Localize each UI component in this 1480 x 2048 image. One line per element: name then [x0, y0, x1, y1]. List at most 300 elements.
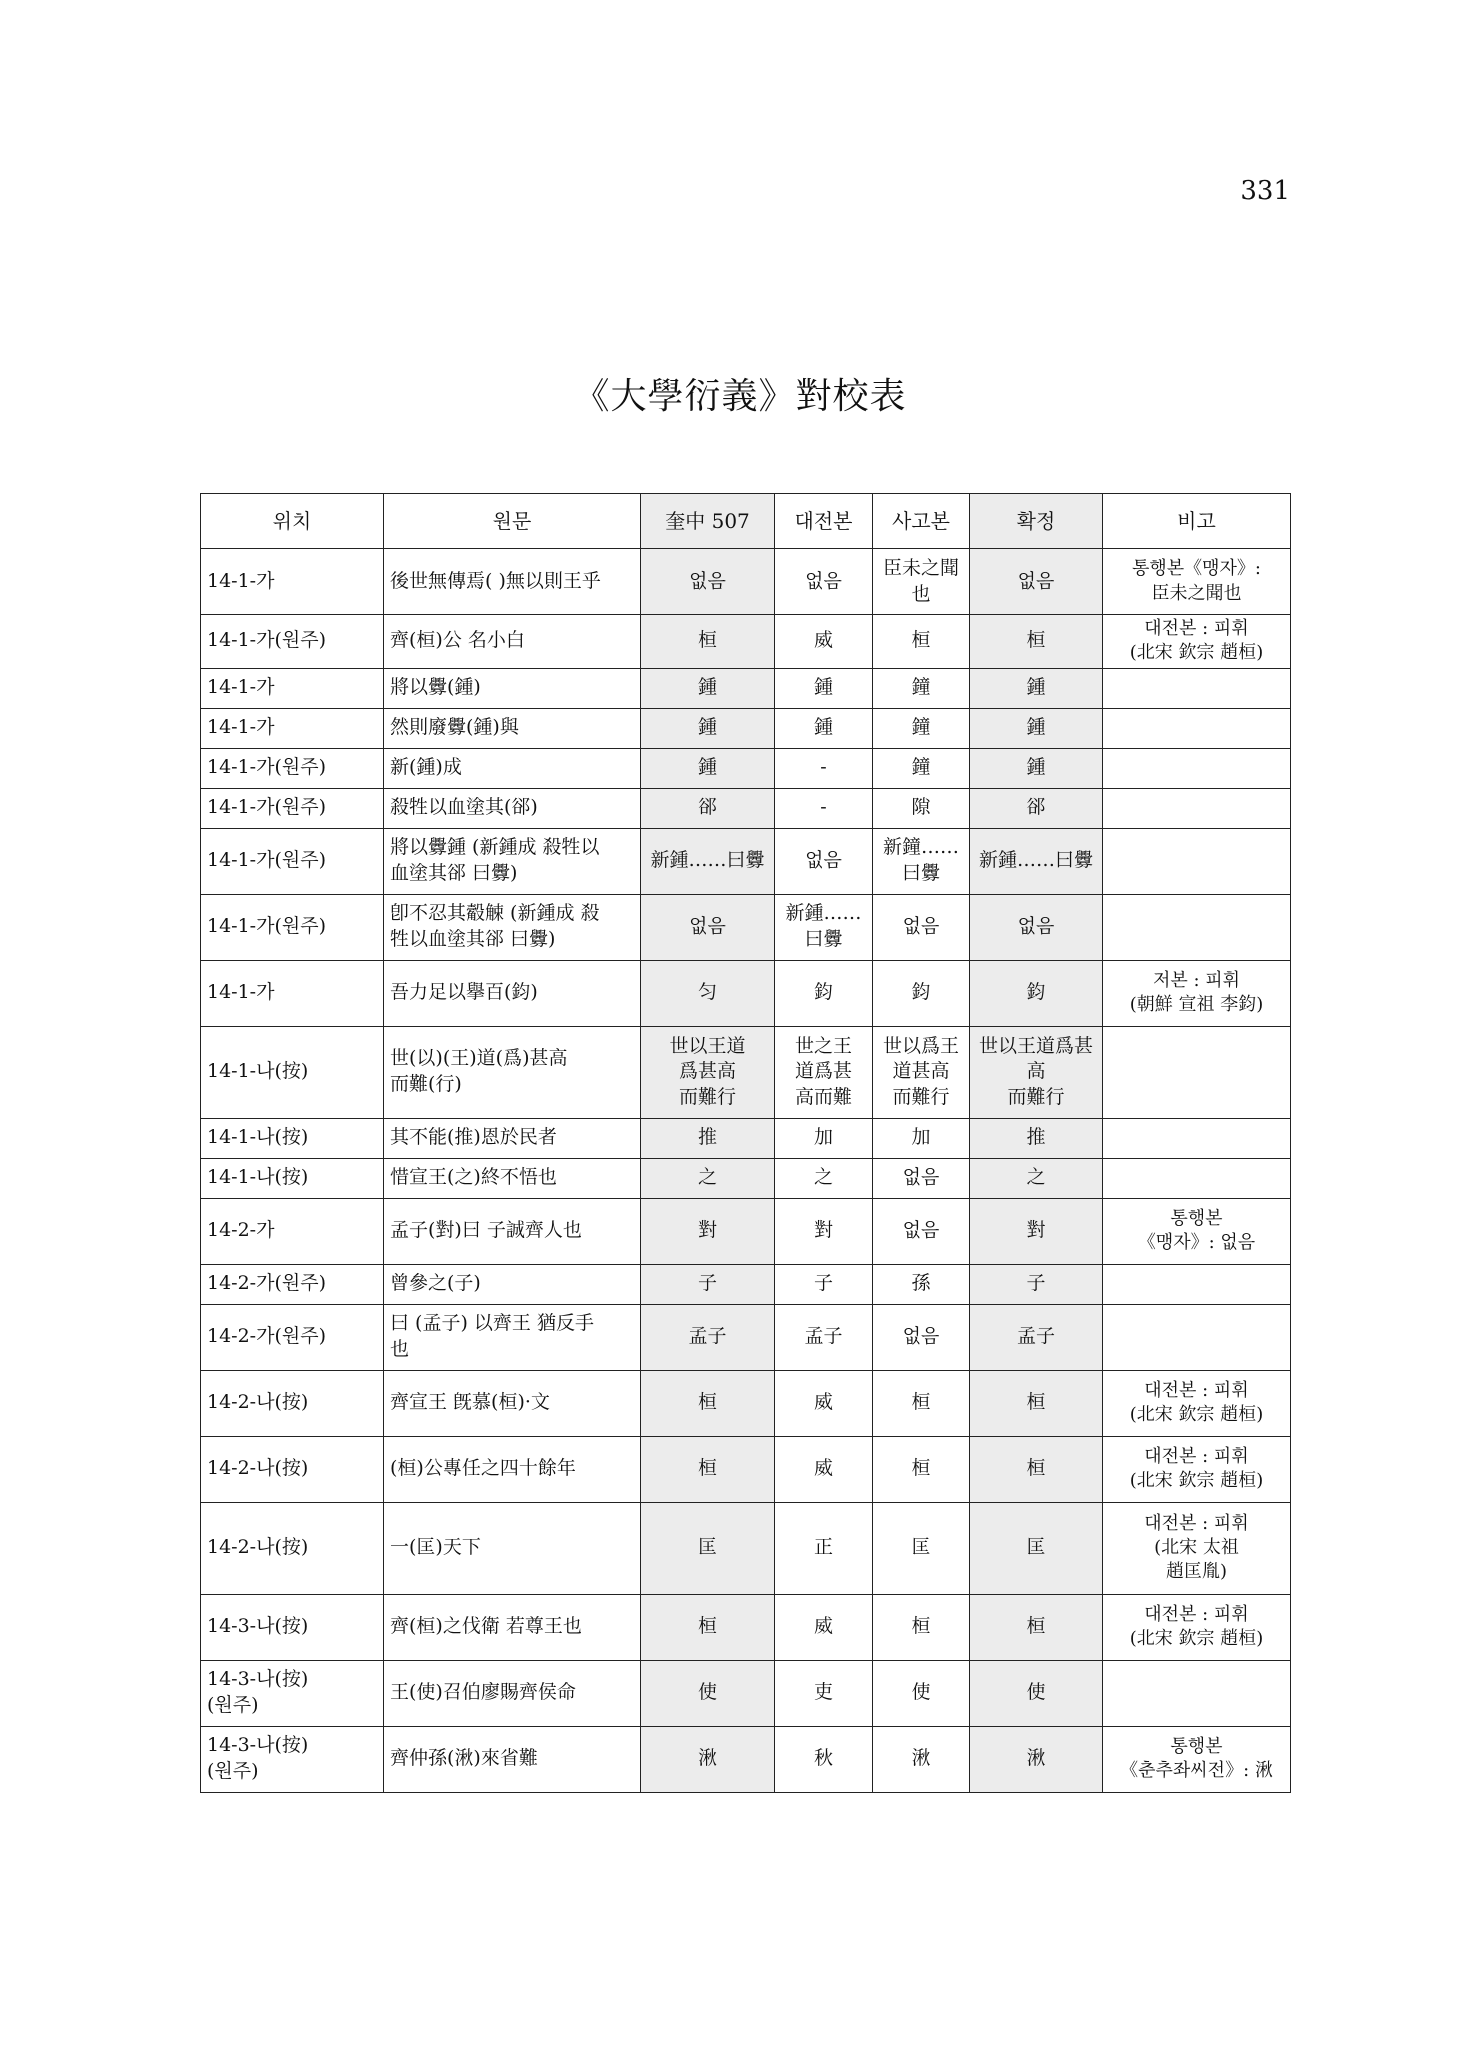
confirmed-cell: [970, 828, 1103, 894]
location-cell: [201, 748, 384, 788]
original-text-cell: [384, 960, 641, 1026]
kyujang-507-cell: [641, 1118, 775, 1158]
kyujang-507-cell: [641, 748, 775, 788]
remarks-cell: [1103, 1436, 1291, 1502]
remarks-cell: [1103, 894, 1291, 960]
location-cell: [201, 1026, 384, 1118]
location-cell: [201, 960, 384, 1026]
original-text-cell: [384, 1118, 641, 1158]
original-text-cell: [384, 1660, 641, 1726]
original-text-cell-text: (桓)公專任之四十餘年: [390, 1457, 576, 1480]
daejeon-edition-cell: [775, 828, 873, 894]
original-text-cell: [384, 788, 641, 828]
sagu-edition-cell: [873, 549, 970, 615]
original-text-cell: [384, 1264, 641, 1304]
kyujang-507-cell: [641, 1158, 775, 1198]
daejeon-edition-cell-text: 吏: [813, 1681, 833, 1704]
original-text-cell: [384, 1502, 641, 1594]
kyujang-507-cell: [641, 615, 775, 669]
location-cell: [201, 1502, 384, 1594]
sagu-edition-cell: [873, 1370, 970, 1436]
kyujang-507-cell-text: 桓: [697, 629, 717, 652]
confirmed-cell-text: 없음: [1017, 569, 1055, 592]
table-row: [201, 1370, 1291, 1436]
sagu-edition-cell-text: 孫: [911, 1272, 931, 1295]
original-text-cell-text: 曰 (孟子) 以齊王 猶反手 也: [390, 1312, 594, 1361]
location-cell-text: 14-1-가: [207, 716, 275, 739]
table-row: [201, 549, 1291, 615]
kyujang-507-cell-text: 孟子: [688, 1325, 727, 1348]
original-text-cell-text: 卽不忍其觳觫 (新鍾成 殺 牲以血塗其郤 曰釁): [390, 902, 600, 951]
daejeon-edition-cell-text: 孟子: [804, 1325, 843, 1348]
document-title: 《大學衍義》對校表: [573, 376, 907, 417]
sagu-edition-cell-text: 桓: [911, 629, 931, 652]
confirmed-cell: [970, 1436, 1103, 1502]
location-cell: [201, 1304, 384, 1370]
original-text-cell-text: 將以釁鍾 (新鍾成 殺牲以 血塗其郤 曰釁): [390, 836, 600, 885]
sagu-edition-cell-text: 없음: [902, 1325, 940, 1348]
sagu-edition-cell: [873, 1304, 970, 1370]
confirmed-cell: [970, 1660, 1103, 1726]
confirmed-cell: [970, 1304, 1103, 1370]
kyujang-507-cell: [641, 894, 775, 960]
daejeon-edition-cell-text: 없음: [805, 569, 842, 592]
original-text-cell: [384, 615, 641, 669]
daejeon-edition-cell-text: 威: [813, 1391, 833, 1414]
remarks-cell-text: 대전본 : 피휘 (北宋 太祖 趙匡胤): [1144, 1512, 1249, 1583]
location-cell-text: 14-2-가(원주): [207, 1325, 326, 1348]
location-cell-text: 14-1-나(按): [207, 1060, 309, 1083]
location-cell: [201, 1118, 384, 1158]
daejeon-edition-cell: [775, 1026, 873, 1118]
original-text-cell-text: 孟子(對)曰 子誠齊人也: [390, 1219, 582, 1242]
remarks-cell-text: 대전본 : 피휘 (北宋 欽宗 趙桓): [1129, 1603, 1264, 1650]
original-text-cell-text: 一(匡)天下: [390, 1536, 481, 1559]
original-text-cell-text: 齊仲孫(湫)來省難: [390, 1747, 538, 1770]
location-cell: [201, 828, 384, 894]
confirmed-cell-text: 桓: [1026, 629, 1046, 652]
confirmed-cell: [970, 788, 1103, 828]
kyujang-507-cell-text: 世以王道 爲甚高 而難行: [669, 1034, 746, 1108]
kyujang-507-cell-text: 鍾: [697, 756, 717, 779]
remarks-cell: [1103, 748, 1291, 788]
table-row: [201, 1726, 1291, 1792]
sagu-edition-cell: [873, 748, 970, 788]
location-cell-text: 14-1-가(원주): [207, 915, 326, 938]
daejeon-edition-cell-text: 對: [813, 1219, 833, 1242]
location-cell-text: 14-1-가: [207, 676, 275, 699]
sagu-edition-cell: [873, 828, 970, 894]
original-text-cell: [384, 668, 641, 708]
remarks-cell: [1103, 1158, 1291, 1198]
location-cell: [201, 615, 384, 669]
daejeon-edition-cell: [775, 1436, 873, 1502]
table-row: [201, 1594, 1291, 1660]
table-row: [201, 668, 1291, 708]
original-text-cell-text: 世(以)(王)道(爲)甚高 而難(行): [390, 1047, 568, 1096]
remarks-cell: [1103, 708, 1291, 748]
remarks-cell-text: 통행본 《춘추좌씨전》: 湫: [1120, 1735, 1273, 1782]
remarks-cell: [1103, 828, 1291, 894]
original-text-cell: [384, 1198, 641, 1264]
kyujang-507-cell-text: 郤: [697, 796, 717, 819]
original-text-cell: [384, 1304, 641, 1370]
sagu-edition-cell: [873, 1198, 970, 1264]
remarks-cell: [1103, 1660, 1291, 1726]
remarks-cell: [1103, 1198, 1291, 1264]
remarks-cell: [1103, 1502, 1291, 1594]
confirmed-cell: [970, 1370, 1103, 1436]
table-row: [201, 708, 1291, 748]
sagu-edition-cell-text: 없음: [902, 915, 940, 938]
confirmed-cell-text: 鍾: [1026, 676, 1046, 699]
kyujang-507-cell-text: 使: [697, 1681, 717, 1704]
remarks-cell-text: 통행본《맹자》: 臣未之聞也: [1131, 558, 1261, 604]
kyujang-507-cell-text: 之: [697, 1166, 717, 1189]
table-row: [201, 1198, 1291, 1264]
sagu-edition-cell-text: 없음: [902, 1166, 940, 1189]
daejeon-edition-cell-text: 世之王 道爲甚 高而難: [794, 1034, 852, 1108]
remarks-cell-text: 통행본 《맹자》: 없음: [1137, 1207, 1256, 1254]
daejeon-edition-cell: [775, 894, 873, 960]
daejeon-edition-cell: [775, 1502, 873, 1594]
daejeon-edition-cell: [775, 1594, 873, 1660]
daejeon-edition-cell: [775, 960, 873, 1026]
sagu-edition-cell: [873, 1726, 970, 1792]
kyujang-507-cell: [641, 1660, 775, 1726]
table-row: [201, 1264, 1291, 1304]
location-cell: [201, 549, 384, 615]
sagu-edition-cell-text: 臣未之聞 也: [882, 556, 959, 605]
sagu-edition-cell-text: 匡: [911, 1536, 931, 1559]
daejeon-edition-cell: [775, 708, 873, 748]
daejeon-edition-cell-text: 新鍾…… 曰釁: [785, 902, 862, 951]
confirmed-cell-text: 鈞: [1026, 981, 1046, 1004]
table-row: [201, 894, 1291, 960]
remarks-cell: [1103, 788, 1291, 828]
location-cell-text: 14-2-나(按): [207, 1391, 309, 1414]
daejeon-edition-cell: [775, 668, 873, 708]
kyujang-507-cell-text: 對: [697, 1219, 717, 1242]
sagu-edition-cell-text: 없음: [902, 1219, 940, 1242]
original-text-cell: [384, 828, 641, 894]
daejeon-edition-cell: [775, 615, 873, 669]
sagu-edition-cell-text: 隙: [911, 796, 931, 819]
daejeon-edition-cell: [775, 1198, 873, 1264]
sagu-edition-cell-text: 世以爲王 道甚高 而難行: [882, 1034, 959, 1108]
kyujang-507-cell: [641, 1594, 775, 1660]
header-daejeon-edition: 대전본: [775, 494, 873, 549]
confirmed-cell: [970, 1118, 1103, 1158]
confirmed-cell: [970, 894, 1103, 960]
sagu-edition-cell: [873, 1026, 970, 1118]
original-text-cell: [384, 1594, 641, 1660]
sagu-edition-cell: [873, 1264, 970, 1304]
kyujang-507-cell: [641, 1502, 775, 1594]
sagu-edition-cell-text: 桓: [911, 1391, 931, 1414]
daejeon-edition-cell-text: 正: [813, 1536, 833, 1559]
confirmed-cell-text: 子: [1026, 1272, 1046, 1295]
table-row: [201, 1436, 1291, 1502]
remarks-cell: [1103, 960, 1291, 1026]
location-cell: [201, 1726, 384, 1792]
kyujang-507-cell: [641, 549, 775, 615]
kyujang-507-cell-text: 鍾: [697, 716, 717, 739]
remarks-cell: [1103, 1370, 1291, 1436]
sagu-edition-cell: [873, 960, 970, 1026]
confirmed-cell-text: 湫: [1026, 1747, 1046, 1770]
table-row: [201, 788, 1291, 828]
header-kyujang-507: 奎中 507: [641, 494, 775, 549]
remarks-cell-text: 대전본 : 피휘 (北宋 欽宗 趙桓): [1129, 1445, 1264, 1492]
sagu-edition-cell-text: 加: [911, 1126, 931, 1149]
confirmed-cell-text: 桓: [1026, 1457, 1046, 1480]
confirmed-cell: [970, 1502, 1103, 1594]
kyujang-507-cell: [641, 1304, 775, 1370]
remarks-cell: [1103, 1026, 1291, 1118]
kyujang-507-cell-text: 湫: [697, 1747, 717, 1770]
sagu-edition-cell-text: 桓: [911, 1615, 931, 1638]
confirmed-cell-text: 使: [1026, 1681, 1046, 1704]
sagu-edition-cell: [873, 1502, 970, 1594]
remarks-cell: [1103, 1118, 1291, 1158]
daejeon-edition-cell-text: 威: [813, 629, 833, 652]
header-remarks: 비고: [1103, 494, 1291, 549]
sagu-edition-cell: [873, 1158, 970, 1198]
confirmed-cell-text: 없음: [1017, 915, 1055, 938]
table-row: [201, 960, 1291, 1026]
sagu-edition-cell-text: 鐘: [911, 676, 931, 699]
daejeon-edition-cell-text: 威: [813, 1457, 833, 1480]
remarks-cell: [1103, 1726, 1291, 1792]
remarks-cell: [1103, 1594, 1291, 1660]
remarks-cell-text: 대전본 : 피휘 (北宋 欽宗 趙桓): [1129, 618, 1264, 664]
location-cell-text: 14-2-나(按): [207, 1536, 309, 1559]
original-text-cell: [384, 894, 641, 960]
original-text-cell-text: 殺牲以血塗其(郤): [390, 796, 538, 819]
original-text-cell-text: 王(使)召伯廖賜齊侯命: [390, 1681, 576, 1704]
location-cell-text: 14-3-나(按): [207, 1615, 309, 1638]
page-number: 331: [1240, 176, 1290, 206]
collation-table: [200, 493, 1291, 1793]
original-text-cell-text: 其不能(推)恩於民者: [390, 1126, 557, 1149]
sagu-edition-cell: [873, 615, 970, 669]
kyujang-507-cell-text: 匡: [697, 1536, 717, 1559]
kyujang-507-cell-text: 桓: [697, 1391, 717, 1414]
original-text-cell-text: 將以釁(鍾): [390, 676, 481, 699]
original-text-cell-text: 吾力足以擧百(鈞): [390, 981, 538, 1004]
kyujang-507-cell: [641, 668, 775, 708]
location-cell-text: 14-1-가(원주): [207, 796, 326, 819]
sagu-edition-cell-text: 鐘: [911, 756, 931, 779]
sagu-edition-cell-text: 新鐘…… 曰釁: [882, 836, 959, 885]
remarks-cell-text: 대전본 : 피휘 (北宋 欽宗 趙桓): [1129, 1379, 1264, 1426]
location-cell-text: 14-2-가: [207, 1219, 275, 1242]
header-confirmed: 확정: [970, 494, 1103, 549]
kyujang-507-cell: [641, 1198, 775, 1264]
daejeon-edition-cell-text: 之: [813, 1166, 833, 1189]
kyujang-507-cell: [641, 1264, 775, 1304]
confirmed-cell: [970, 1026, 1103, 1118]
confirmed-cell: [970, 668, 1103, 708]
confirmed-cell: [970, 960, 1103, 1026]
daejeon-edition-cell-text: 秋: [813, 1747, 833, 1770]
original-text-cell-text: 後世無傳焉( )無以則王乎: [390, 569, 601, 592]
original-text-cell: [384, 549, 641, 615]
header-sagu-edition: 사고본: [873, 494, 970, 549]
sagu-edition-cell: [873, 894, 970, 960]
location-cell-text: 14-1-가(원주): [207, 756, 326, 779]
original-text-cell-text: 然則廢釁(鍾)與: [390, 716, 519, 739]
daejeon-edition-cell: [775, 549, 873, 615]
confirmed-cell-text: 對: [1026, 1219, 1046, 1242]
header-location: 위치: [201, 494, 384, 549]
daejeon-edition-cell: [775, 1118, 873, 1158]
table-header-row: [201, 494, 1291, 549]
kyujang-507-cell-text: 없음: [689, 569, 726, 592]
original-text-cell: [384, 1436, 641, 1502]
daejeon-edition-cell-text: 加: [813, 1126, 833, 1149]
location-cell-text: 14-1-가: [207, 981, 275, 1004]
confirmed-cell: [970, 615, 1103, 669]
confirmed-cell-text: 郤: [1026, 796, 1046, 819]
original-text-cell-text: 新(鍾)成: [390, 756, 462, 779]
confirmed-cell: [970, 1594, 1103, 1660]
daejeon-edition-cell-text: -: [820, 796, 827, 819]
kyujang-507-cell-text: 鍾: [697, 676, 717, 699]
table-row: [201, 1304, 1291, 1370]
kyujang-507-cell: [641, 1726, 775, 1792]
original-text-cell-text: 齊(桓)公 名小白: [390, 629, 525, 652]
sagu-edition-cell: [873, 788, 970, 828]
table-row: [201, 1026, 1291, 1118]
confirmed-cell: [970, 1158, 1103, 1198]
sagu-edition-cell: [873, 1118, 970, 1158]
sagu-edition-cell-text: 鈞: [911, 981, 931, 1004]
table-row: [201, 1502, 1291, 1594]
table-row: [201, 748, 1291, 788]
daejeon-edition-cell-text: 威: [813, 1615, 833, 1638]
kyujang-507-cell: [641, 1436, 775, 1502]
location-cell: [201, 708, 384, 748]
confirmed-cell-text: 新鍾……曰釁: [978, 849, 1093, 872]
confirmed-cell: [970, 748, 1103, 788]
kyujang-507-cell: [641, 788, 775, 828]
kyujang-507-cell: [641, 828, 775, 894]
confirmed-cell: [970, 1198, 1103, 1264]
confirmed-cell: [970, 708, 1103, 748]
table-body: [201, 549, 1291, 1793]
confirmed-cell-text: 桓: [1026, 1391, 1046, 1414]
remarks-cell-text: 저본 : 피휘 (朝鮮 宣祖 李鈞): [1129, 969, 1264, 1016]
location-cell: [201, 788, 384, 828]
kyujang-507-cell: [641, 1370, 775, 1436]
sagu-edition-cell: [873, 1436, 970, 1502]
location-cell-text: 14-1-가: [207, 569, 275, 592]
confirmed-cell: [970, 1264, 1103, 1304]
location-cell-text: 14-2-나(按): [207, 1457, 309, 1480]
location-cell-text: 14-1-가(원주): [207, 629, 326, 652]
original-text-cell-text: 惜宣王(之)終不悟也: [390, 1166, 557, 1189]
location-cell: [201, 1594, 384, 1660]
daejeon-edition-cell: [775, 1158, 873, 1198]
location-cell: [201, 894, 384, 960]
confirmed-cell-text: 桓: [1026, 1615, 1046, 1638]
confirmed-cell: [970, 549, 1103, 615]
daejeon-edition-cell: [775, 1264, 873, 1304]
kyujang-507-cell: [641, 960, 775, 1026]
daejeon-edition-cell-text: 鈞: [813, 981, 833, 1004]
location-cell: [201, 1158, 384, 1198]
original-text-cell-text: 齊宣王 旣慕(桓)·文: [390, 1391, 550, 1414]
sagu-edition-cell-text: 桓: [911, 1457, 931, 1480]
location-cell: [201, 1264, 384, 1304]
location-cell-text: 14-1-나(按): [207, 1126, 309, 1149]
table-row: [201, 1660, 1291, 1726]
kyujang-507-cell-text: 子: [697, 1272, 717, 1295]
kyujang-507-cell-text: 없음: [689, 915, 726, 938]
daejeon-edition-cell: [775, 1660, 873, 1726]
location-cell-text: 14-1-가(원주): [207, 849, 326, 872]
confirmed-cell-text: 鍾: [1026, 756, 1046, 779]
location-cell: [201, 1198, 384, 1264]
sagu-edition-cell: [873, 668, 970, 708]
kyujang-507-cell: [641, 708, 775, 748]
kyujang-507-cell-text: 桓: [697, 1615, 717, 1638]
sagu-edition-cell: [873, 708, 970, 748]
original-text-cell: [384, 1158, 641, 1198]
location-cell-text: 14-3-나(按) (원주): [207, 1668, 309, 1717]
daejeon-edition-cell-text: -: [820, 756, 827, 779]
original-text-cell: [384, 708, 641, 748]
location-cell: [201, 1660, 384, 1726]
remarks-cell: [1103, 549, 1291, 615]
location-cell-text: 14-2-가(원주): [207, 1272, 326, 1295]
daejeon-edition-cell: [775, 1304, 873, 1370]
original-text-cell: [384, 1026, 641, 1118]
location-cell: [201, 668, 384, 708]
confirmed-cell-text: 孟子: [1016, 1325, 1055, 1348]
confirmed-cell-text: 世以王道爲甚 高 而難行: [978, 1034, 1093, 1108]
remarks-cell: [1103, 615, 1291, 669]
daejeon-edition-cell-text: 없음: [805, 849, 842, 872]
sagu-edition-cell-text: 鐘: [911, 716, 931, 739]
kyujang-507-cell: [641, 1026, 775, 1118]
table-row: [201, 828, 1291, 894]
daejeon-edition-cell: [775, 1726, 873, 1792]
daejeon-edition-cell: [775, 788, 873, 828]
remarks-cell: [1103, 1264, 1291, 1304]
header-original-text: 원문: [384, 494, 641, 549]
kyujang-507-cell-text: 桓: [697, 1457, 717, 1480]
sagu-edition-cell-text: 湫: [911, 1747, 931, 1770]
remarks-cell: [1103, 668, 1291, 708]
sagu-edition-cell: [873, 1594, 970, 1660]
table-row: [201, 1118, 1291, 1158]
location-cell-text: 14-3-나(按) (원주): [207, 1734, 309, 1783]
confirmed-cell-text: 匡: [1026, 1536, 1046, 1559]
original-text-cell: [384, 748, 641, 788]
kyujang-507-cell-text: 推: [697, 1126, 717, 1149]
daejeon-edition-cell: [775, 748, 873, 788]
kyujang-507-cell-text: 新鍾……曰釁: [650, 849, 765, 872]
confirmed-cell-text: 鍾: [1026, 716, 1046, 739]
daejeon-edition-cell: [775, 1370, 873, 1436]
location-cell: [201, 1370, 384, 1436]
confirmed-cell-text: 之: [1026, 1166, 1046, 1189]
original-text-cell-text: 曾參之(子): [390, 1272, 481, 1295]
daejeon-edition-cell-text: 鍾: [813, 716, 833, 739]
